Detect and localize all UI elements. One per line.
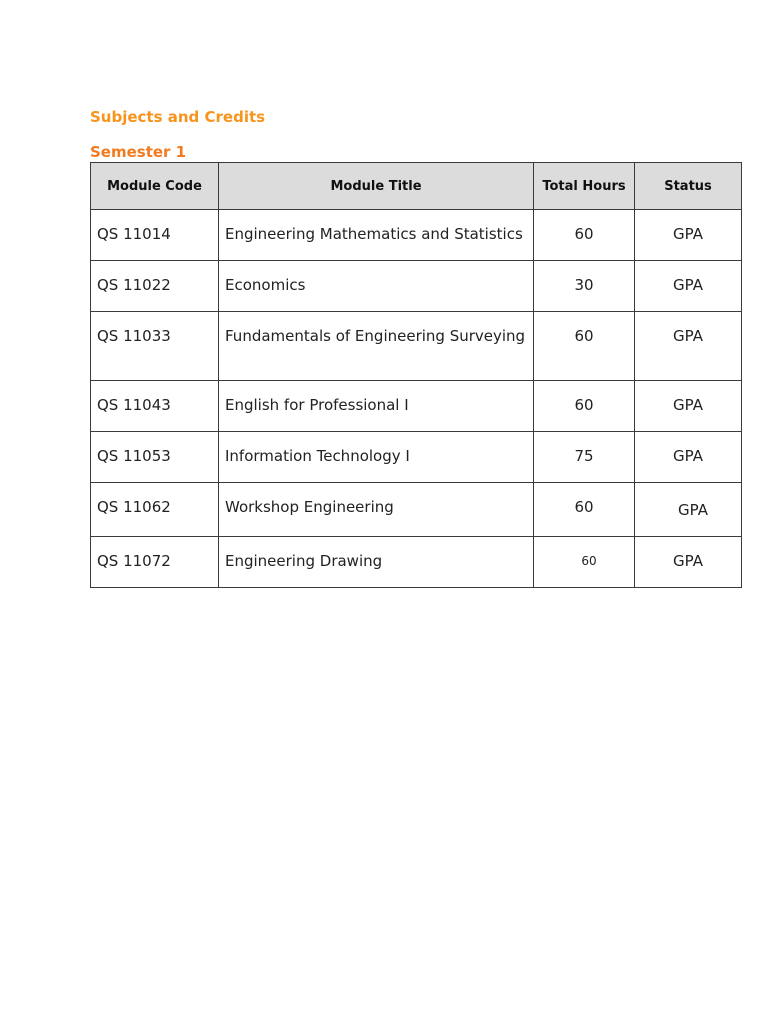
document-title: Subjects and Credits [90,108,266,126]
cell-module-code: QS 11033 [91,312,219,381]
table-row [91,210,742,261]
header-total-hours: Total Hours [534,163,635,210]
cell-status: GPA [635,432,742,483]
table-row [91,483,742,537]
semester-title: Semester 1 [90,143,187,161]
cell-total-hours: 60 [534,381,635,432]
modules-table [90,162,742,588]
cell-module-title: Engineering Mathematics and Statistics [219,210,534,261]
table-body [91,210,742,588]
cell-module-code: QS 11072 [91,537,219,588]
cell-status: GPA [635,483,742,537]
cell-status: GPA [635,312,742,381]
cell-module-title: Information Technology I [219,432,534,483]
cell-total-hours: 60 [534,483,635,537]
cell-module-title: Economics [219,261,534,312]
table-row [91,537,742,588]
header-status: Status [635,163,742,210]
cell-status: GPA [635,381,742,432]
cell-status: GPA [635,261,742,312]
cell-total-hours: 60 [534,312,635,381]
cell-module-code: QS 11053 [91,432,219,483]
cell-total-hours: 75 [534,432,635,483]
cell-module-code: QS 11014 [91,210,219,261]
cell-module-code: QS 11022 [91,261,219,312]
cell-total-hours: 60 [534,537,635,588]
cell-module-title: Fundamentals of Engineering Surveying [219,312,534,381]
cell-module-code: QS 11043 [91,381,219,432]
cell-module-title: Engineering Drawing [219,537,534,588]
header-module-code: Module Code [91,163,219,210]
table-row [91,312,742,381]
cell-total-hours: 60 [534,210,635,261]
cell-module-title: English for Professional I [219,381,534,432]
table-row [91,381,742,432]
cell-status: GPA [635,537,742,588]
header-module-title: Module Title [219,163,534,210]
table-header [91,163,742,210]
header-row [91,163,742,210]
table-row [91,261,742,312]
cell-module-code: QS 11062 [91,483,219,537]
cell-status: GPA [635,210,742,261]
cell-total-hours: 30 [534,261,635,312]
cell-module-title: Workshop Engineering [219,483,534,537]
table-row [91,432,742,483]
